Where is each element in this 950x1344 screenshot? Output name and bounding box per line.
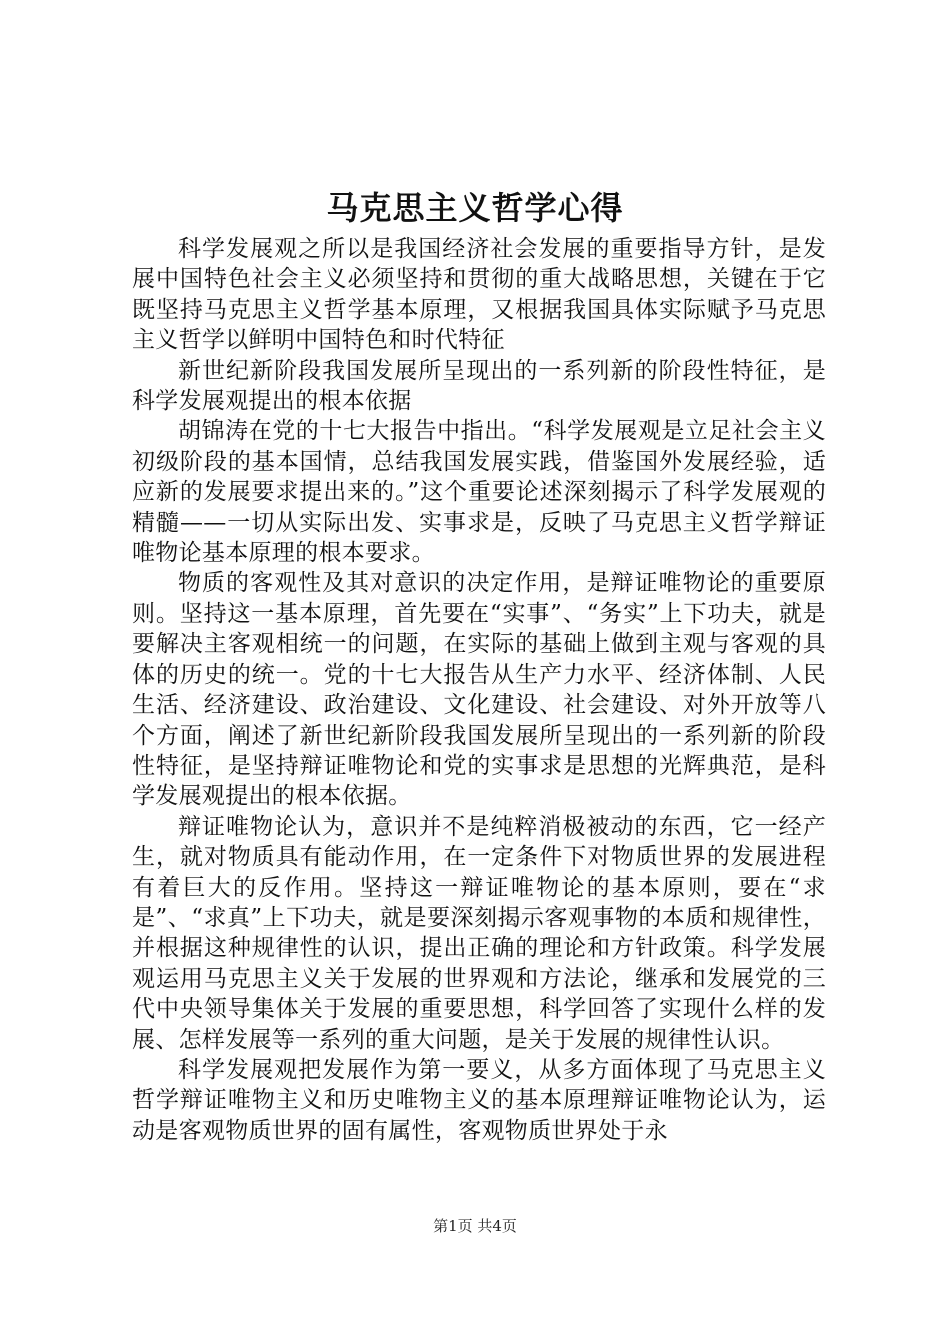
document-title: 马克思主义哲学心得 [326, 189, 624, 227]
paragraph-4: 物质的客观性及其对意识的决定作用，是辩证唯物论的重要原则。坚持这一基本原理，首先要在“实事”、“务实”上下功夫，就是要解决主客观相统一的问题，在实际的基础上做到主观与客观的具体的历史的统一。党的十七大报告从生产力水平、经济体制、人民生活、经济建设、政治建设、文化建设、社会建设、对外开放等八个方面，阐述了新世纪新阶段我国发展所呈现出的一系列新的阶段性特征，是坚持辩证唯物论和党的实事求是思想的光辉典范，是科学发展观提出的根本依据。 [132, 570, 826, 810]
paragraph-6: 科学发展观把发展作为第一要义，从多方面体现了马克思主义哲学辩证唯物主义和历史唯物主义的基本原理辩证唯物论认为，运动是客观物质世界的固有属性，客观物质世界处于永 [132, 1056, 826, 1144]
paragraph-2: 新世纪新阶段我国发展所呈现出的一系列新的阶段性特征，是科学发展观提出的根本依据 [132, 357, 826, 415]
page-number-footer: 第1页 共4页 [433, 1217, 517, 1235]
paragraph-3: 胡锦涛在党的十七大报告中指出。“科学发展观是立足社会主义初级阶段的基本国情，总结我国发展实践，借鉴国外发展经验，适应新的发展要求提出来的。”这个重要论述深刻揭示了科学发展观的精髓——一切从实际出发、实事求是，反映了马克思主义哲学辩证唯物论基本原理的根本要求。 [132, 418, 826, 567]
paragraph-5: 辩证唯物论认为，意识并不是纯粹消极被动的东西，它一经产生，就对物质具有能动作用，在一定条件下对物质世界的发展进程有着巨大的反作用。坚持这一辩证唯物论的基本原则，要在“求是”、“求真”上下功夫，就是要深刻揭示客观事物的本质和规律性，并根据这种规律性的认识，提出正确的理论和方针政策。科学发展观运用马克思主义关于发展的世界观和方法论，继承和发展党的三代中央领导集体关于发展的重要思想，科学回答了实现什么样的发展、怎样发展等一系列的重大问题，是关于发展的规律性认识。 [132, 813, 826, 1053]
paragraph-1: 科学发展观之所以是我国经济社会发展的重要指导方针，是发展中国特色社会主义必须坚持和贯彻的重大战略思想，关键在于它既坚持马克思主义哲学基本原理，又根据我国具体实际赋予马克思主义哲学以鲜明中国特色和时代特征 [132, 236, 826, 354]
document-body [132, 234, 826, 1146]
